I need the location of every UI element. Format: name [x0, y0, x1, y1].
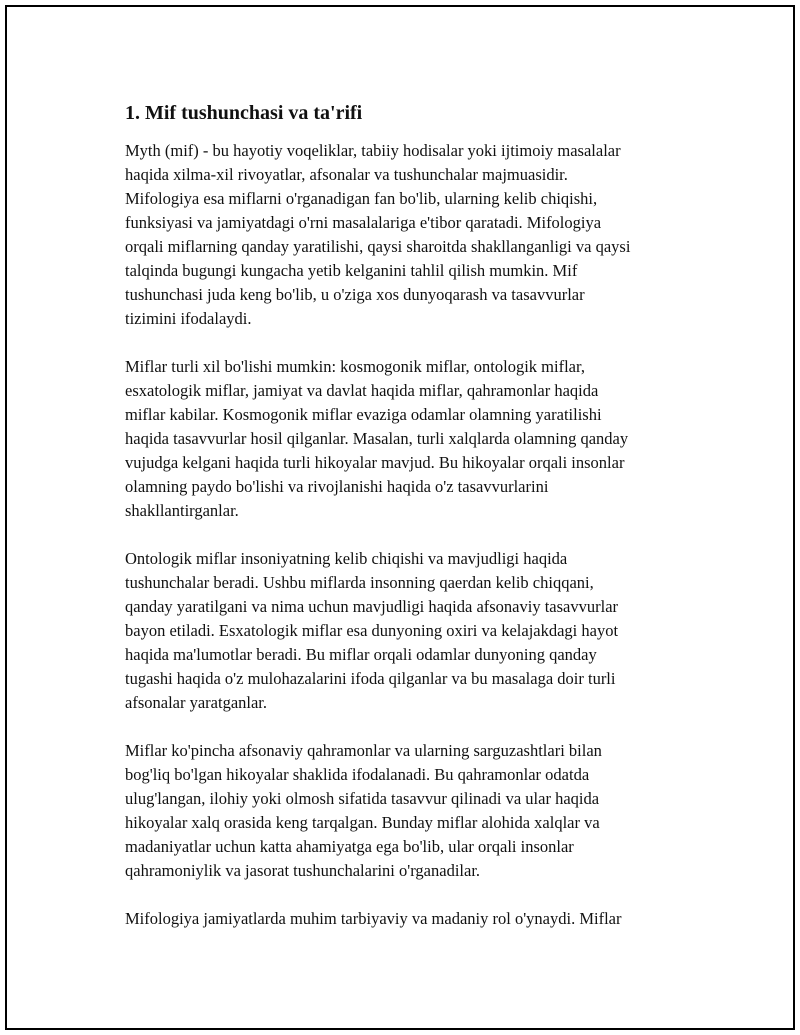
text-line: talqinda bugungi kungacha yetib kelganini tahlil qilish mumkin. Mif — [125, 261, 578, 280]
section-heading: 1. Mif tushunchasi va ta'rifi — [125, 102, 363, 124]
text-line: bog'liq bo'lgan hikoyalar shaklida ifodalanadi. Bu qahramonlar odatda — [125, 765, 590, 784]
page-frame — [5, 5, 795, 1030]
text-line: haqida tasavvurlar hosil qilganlar. Masalan, turli xalqlarda olamning qanday — [125, 429, 629, 448]
text-line: haqida xilma-xil rivoyatlar, afsonalar va tushunchalar majmuasidir. — [125, 165, 568, 184]
text-line: ulug'langan, ilohiy yoki olmosh sifatida tasavvur qilinadi va ular haqida — [125, 789, 600, 808]
text-line: Miflar turli xil bo'lishi mumkin: kosmogonik miflar, ontologik miflar, — [125, 357, 585, 376]
text-line: Mifologiya jamiyatlarda muhim tarbiyaviy va madaniy rol o'ynaydi. Miflar — [125, 909, 622, 928]
text-line: esxatologik miflar, jamiyat va davlat haqida miflar, qahramonlar haqida — [125, 381, 599, 400]
text-line: qahramoniylik va jasorat tushunchalarini o'rganadilar. — [125, 861, 481, 880]
text-line: orqali miflarning qanday yaratilishi, qaysi sharoitda shakllanganligi va qaysi — [125, 237, 631, 256]
text-line: madaniyatlar uchun katta ahamiyatga ega bo'lib, ular orqali insonlar — [125, 837, 574, 856]
text-line: tugashi haqida o'z mulohazalarini ifoda qilganlar va bu masalaga doir turli — [125, 669, 616, 688]
text-line: tizimini ifodalaydi. — [125, 309, 252, 328]
text-line: olamning paydo bo'lishi va rivojlanishi haqida o'z tasavvurlarini — [125, 477, 549, 496]
text-line: Miflar ko'pincha afsonaviy qahramonlar va ularning sarguzashtlari bilan — [125, 741, 602, 760]
text-line: qanday yaratilgani va nima uchun mavjudligi haqida afsonaviy tasavvurlar — [125, 597, 619, 616]
text-line: Myth (mif) - bu hayotiy voqeliklar, tabiiy hodisalar yoki ijtimoiy masalalar — [125, 141, 621, 160]
text-line: bayon etiladi. Esxatologik miflar esa dunyoning oxiri va kelajakdagi hayot — [125, 621, 619, 640]
document-body — [125, 99, 697, 955]
text-line: shakllantirganlar. — [125, 501, 239, 520]
paragraph-5 — [125, 907, 697, 931]
text-line: haqida ma'lumotlar beradi. Bu miflar orqali odamlar dunyoning qanday — [125, 645, 597, 664]
paragraph-4 — [125, 739, 697, 883]
text-line: hikoyalar xalq orasida keng tarqalgan. Bunday miflar alohida xalqlar va — [125, 813, 600, 832]
text-line: tushunchasi juda keng bo'lib, u o'ziga xos dunyoqarash va tasavvurlar — [125, 285, 585, 304]
text-line: tushunchalar beradi. Ushbu miflarda insonning qaerdan kelib chiqqani, — [125, 573, 594, 592]
text-line: afsonalar yaratganlar. — [125, 693, 268, 712]
text-line: vujudga kelgani haqida turli hikoyalar mavjud. Bu hikoyalar orqali insonlar — [125, 453, 625, 472]
text-line: Ontologik miflar insoniyatning kelib chiqishi va mavjudligi haqida — [125, 549, 568, 568]
text-line: Mifologiya esa miflarni o'rganadigan fan bo'lib, ularning kelib chiqishi, — [125, 189, 598, 208]
paragraph-3 — [125, 547, 697, 715]
text-line: funksiyasi va jamiyatdagi o'rni masalalariga e'tibor qaratadi. Mifologiya — [125, 213, 602, 232]
paragraph-1 — [125, 139, 697, 331]
paragraph-2 — [125, 355, 697, 523]
text-line: miflar kabilar. Kosmogonik miflar evaziga odamlar olamning yaratilishi — [125, 405, 602, 424]
